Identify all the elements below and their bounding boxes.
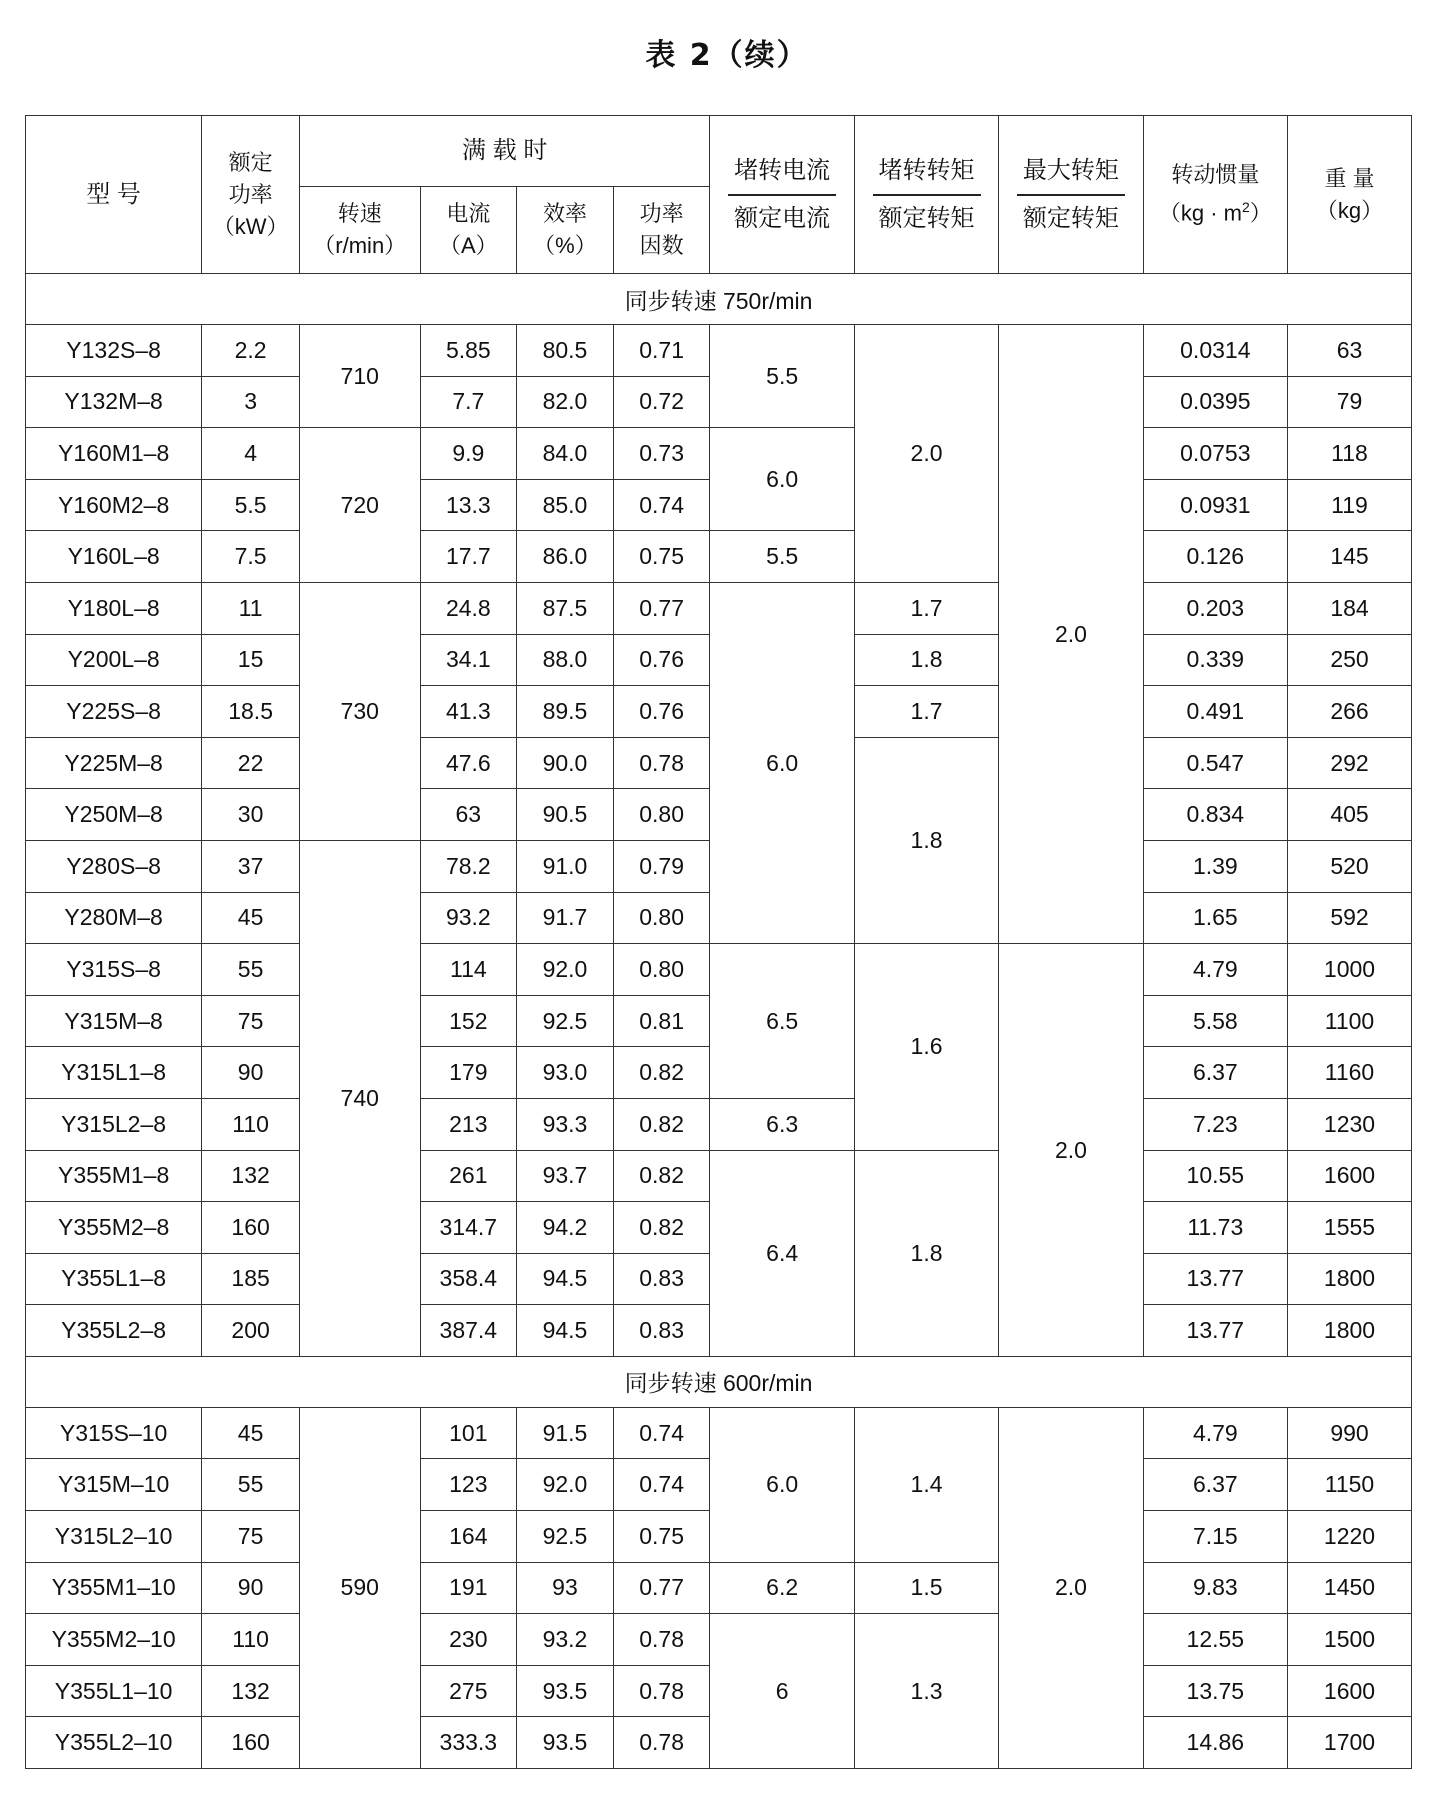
cell-current: 34.1 [420, 634, 517, 686]
cell-rated-power: 7.5 [202, 531, 300, 583]
section-label: 同步转速 750r/min [26, 274, 1412, 325]
cell-weight: 1500 [1288, 1614, 1412, 1666]
cell-current: 13.3 [420, 479, 517, 531]
cell-model: Y180L–8 [26, 582, 202, 634]
cell-current: 5.85 [420, 325, 517, 377]
cell-rated-power: 22 [202, 737, 300, 789]
cell-efficiency: 92.0 [517, 944, 614, 996]
cell-power-factor: 0.81 [613, 995, 710, 1047]
cell-rated-power: 5.5 [202, 479, 300, 531]
cell-current: 101 [420, 1407, 517, 1459]
cell-model: Y315S–10 [26, 1407, 202, 1459]
cell-model: Y132S–8 [26, 325, 202, 377]
cell-inertia: 6.37 [1143, 1047, 1287, 1099]
cell-power-factor: 0.76 [613, 634, 710, 686]
cell-current: 152 [420, 995, 517, 1047]
cell-speed: 720 [299, 428, 420, 583]
cell-efficiency: 93.5 [517, 1665, 614, 1717]
cell-power-factor: 0.74 [613, 1459, 710, 1511]
cell-max-torque-ratio: 2.0 [999, 1407, 1143, 1768]
cell-weight: 1555 [1288, 1202, 1412, 1254]
cell-model: Y225S–8 [26, 686, 202, 738]
cell-model: Y132M–8 [26, 376, 202, 428]
cell-inertia: 14.86 [1143, 1717, 1287, 1769]
cell-locked-current-ratio: 6.5 [710, 944, 854, 1099]
cell-current: 213 [420, 1098, 517, 1150]
cell-locked-current-ratio: 6.3 [710, 1098, 854, 1150]
cell-inertia: 13.77 [1143, 1305, 1287, 1357]
cell-model: Y160M1–8 [26, 428, 202, 480]
cell-efficiency: 87.5 [517, 582, 614, 634]
cell-inertia: 0.834 [1143, 789, 1287, 841]
cell-model: Y355L2–10 [26, 1717, 202, 1769]
cell-power-factor: 0.82 [613, 1150, 710, 1202]
cell-weight: 1800 [1288, 1253, 1412, 1305]
cell-inertia: 0.339 [1143, 634, 1287, 686]
table-row [26, 1614, 1412, 1666]
cell-current: 333.3 [420, 1717, 517, 1769]
cell-weight: 1800 [1288, 1305, 1412, 1357]
cell-model: Y355M2–8 [26, 1202, 202, 1254]
cell-weight: 990 [1288, 1407, 1412, 1459]
cell-weight: 79 [1288, 376, 1412, 428]
section-header-row [26, 274, 1412, 325]
cell-rated-power: 3 [202, 376, 300, 428]
cell-model: Y160L–8 [26, 531, 202, 583]
cell-model: Y225M–8 [26, 737, 202, 789]
cell-inertia: 1.65 [1143, 892, 1287, 944]
cell-rated-power: 4 [202, 428, 300, 480]
cell-inertia: 7.23 [1143, 1098, 1287, 1150]
cell-rated-power: 45 [202, 892, 300, 944]
cell-model: Y315L2–10 [26, 1511, 202, 1563]
cell-inertia: 9.83 [1143, 1562, 1287, 1614]
cell-rated-power: 110 [202, 1614, 300, 1666]
col-header-speed: 转速 （r/min） [299, 187, 420, 274]
cell-efficiency: 94.5 [517, 1305, 614, 1357]
cell-power-factor: 0.83 [613, 1305, 710, 1357]
cell-locked-torque-ratio: 1.4 [854, 1407, 998, 1562]
cell-current: 47.6 [420, 737, 517, 789]
cell-model: Y315M–10 [26, 1459, 202, 1511]
col-header-weight: 重 量 （kg） [1288, 116, 1412, 274]
cell-speed: 740 [299, 840, 420, 1356]
cell-rated-power: 160 [202, 1202, 300, 1254]
table-title: 表 2（续） [645, 38, 809, 73]
cell-current: 261 [420, 1150, 517, 1202]
cell-power-factor: 0.83 [613, 1253, 710, 1305]
cell-model: Y315L1–8 [26, 1047, 202, 1099]
cell-weight: 1160 [1288, 1047, 1412, 1099]
cell-efficiency: 93 [517, 1562, 614, 1614]
cell-model: Y315M–8 [26, 995, 202, 1047]
cell-rated-power: 185 [202, 1253, 300, 1305]
cell-power-factor: 0.76 [613, 686, 710, 738]
cell-current: 78.2 [420, 840, 517, 892]
col-header-power-factor: 功率 因数 [613, 187, 710, 274]
cell-current: 314.7 [420, 1202, 517, 1254]
cell-efficiency: 92.5 [517, 995, 614, 1047]
cell-current: 17.7 [420, 531, 517, 583]
cell-current: 191 [420, 1562, 517, 1614]
cell-model: Y280S–8 [26, 840, 202, 892]
cell-power-factor: 0.79 [613, 840, 710, 892]
cell-power-factor: 0.78 [613, 737, 710, 789]
cell-weight: 1230 [1288, 1098, 1412, 1150]
cell-power-factor: 0.82 [613, 1202, 710, 1254]
table-body [26, 274, 1412, 1769]
cell-max-torque-ratio: 2.0 [999, 944, 1143, 1357]
cell-rated-power: 75 [202, 1511, 300, 1563]
table-row [26, 1562, 1412, 1614]
motor-spec-table [25, 115, 1412, 1769]
cell-efficiency: 93.3 [517, 1098, 614, 1150]
table-row [26, 531, 1412, 583]
cell-max-torque-ratio: 2.0 [999, 325, 1143, 944]
cell-current: 387.4 [420, 1305, 517, 1357]
cell-model: Y250M–8 [26, 789, 202, 841]
cell-efficiency: 94.2 [517, 1202, 614, 1254]
cell-locked-current-ratio: 5.5 [710, 325, 854, 428]
cell-efficiency: 86.0 [517, 531, 614, 583]
cell-locked-torque-ratio: 1.5 [854, 1562, 998, 1614]
cell-rated-power: 55 [202, 1459, 300, 1511]
cell-current: 24.8 [420, 582, 517, 634]
cell-power-factor: 0.75 [613, 531, 710, 583]
cell-locked-torque-ratio: 1.3 [854, 1614, 998, 1769]
cell-inertia: 5.58 [1143, 995, 1287, 1047]
table-row [26, 325, 1412, 377]
cell-current: 164 [420, 1511, 517, 1563]
cell-model: Y315L2–8 [26, 1098, 202, 1150]
cell-efficiency: 93.2 [517, 1614, 614, 1666]
cell-weight: 1700 [1288, 1717, 1412, 1769]
cell-efficiency: 93.0 [517, 1047, 614, 1099]
cell-power-factor: 0.78 [613, 1614, 710, 1666]
cell-efficiency: 91.5 [517, 1407, 614, 1459]
section-label: 同步转速 600r/min [26, 1356, 1412, 1407]
col-header-inertia: 转动惯量 $(kg \cdot m^2)$ [1143, 116, 1287, 274]
cell-current: 123 [420, 1459, 517, 1511]
cell-rated-power: 200 [202, 1305, 300, 1357]
cell-locked-current-ratio: 5.5 [710, 531, 854, 583]
cell-model: Y355L1–10 [26, 1665, 202, 1717]
cell-power-factor: 0.73 [613, 428, 710, 480]
col-header-full-load: 满 载 时 [299, 116, 709, 187]
cell-weight: 520 [1288, 840, 1412, 892]
cell-rated-power: 2.2 [202, 325, 300, 377]
cell-power-factor: 0.80 [613, 892, 710, 944]
cell-inertia: 0.547 [1143, 737, 1287, 789]
cell-efficiency: 91.7 [517, 892, 614, 944]
col-header-efficiency: 效率 （%） [517, 187, 614, 274]
cell-weight: 292 [1288, 737, 1412, 789]
cell-power-factor: 0.74 [613, 479, 710, 531]
cell-model: Y355M1–8 [26, 1150, 202, 1202]
cell-rated-power: 160 [202, 1717, 300, 1769]
cell-speed: 730 [299, 582, 420, 840]
cell-inertia: 0.203 [1143, 582, 1287, 634]
cell-weight: 1150 [1288, 1459, 1412, 1511]
col-header-locked-current-ratio: $\frac{\text{堵转电流}}{\text{额定电流}}$ [710, 116, 854, 274]
cell-model: Y355M2–10 [26, 1614, 202, 1666]
cell-weight: 63 [1288, 325, 1412, 377]
cell-efficiency: 93.7 [517, 1150, 614, 1202]
cell-efficiency: 89.5 [517, 686, 614, 738]
cell-efficiency: 94.5 [517, 1253, 614, 1305]
cell-efficiency: 92.5 [517, 1511, 614, 1563]
cell-power-factor: 0.80 [613, 789, 710, 841]
cell-rated-power: 132 [202, 1150, 300, 1202]
cell-locked-torque-ratio: 2.0 [854, 325, 998, 583]
cell-current: 358.4 [420, 1253, 517, 1305]
cell-rated-power: 45 [202, 1407, 300, 1459]
table-row [26, 428, 1412, 480]
cell-weight: 184 [1288, 582, 1412, 634]
cell-locked-current-ratio: 6.2 [710, 1562, 854, 1614]
cell-current: 9.9 [420, 428, 517, 480]
cell-weight: 1220 [1288, 1511, 1412, 1563]
cell-weight: 1100 [1288, 995, 1412, 1047]
cell-power-factor: 0.82 [613, 1098, 710, 1150]
cell-weight: 592 [1288, 892, 1412, 944]
col-header-rated-power: 额定 功率 （kW） [202, 116, 300, 274]
cell-inertia: 7.15 [1143, 1511, 1287, 1563]
cell-inertia: 4.79 [1143, 1407, 1287, 1459]
cell-current: 179 [420, 1047, 517, 1099]
cell-locked-current-ratio: 6.0 [710, 582, 854, 943]
cell-current: 275 [420, 1665, 517, 1717]
cell-inertia: 0.0931 [1143, 479, 1287, 531]
cell-current: 93.2 [420, 892, 517, 944]
cell-inertia: 0.0314 [1143, 325, 1287, 377]
table-row [26, 944, 1412, 996]
cell-inertia: 13.75 [1143, 1665, 1287, 1717]
cell-current: 7.7 [420, 376, 517, 428]
cell-model: Y160M2–8 [26, 479, 202, 531]
cell-inertia: 0.491 [1143, 686, 1287, 738]
cell-current: 230 [420, 1614, 517, 1666]
cell-efficiency: 88.0 [517, 634, 614, 686]
cell-inertia: 0.126 [1143, 531, 1287, 583]
cell-model: Y200L–8 [26, 634, 202, 686]
cell-weight: 119 [1288, 479, 1412, 531]
section-header-row [26, 1356, 1412, 1407]
cell-locked-torque-ratio: 1.7 [854, 582, 998, 634]
cell-efficiency: 82.0 [517, 376, 614, 428]
col-header-model: 型 号 [26, 116, 202, 274]
col-header-locked-torque-ratio: $\frac{\text{堵转转矩}}{\text{额定转矩}}$ [854, 116, 998, 274]
cell-locked-current-ratio: 6.0 [710, 428, 854, 531]
cell-rated-power: 37 [202, 840, 300, 892]
cell-inertia: 4.79 [1143, 944, 1287, 996]
cell-power-factor: 0.82 [613, 1047, 710, 1099]
cell-current: 63 [420, 789, 517, 841]
cell-power-factor: 0.71 [613, 325, 710, 377]
cell-rated-power: 132 [202, 1665, 300, 1717]
cell-current: 114 [420, 944, 517, 996]
cell-weight: 118 [1288, 428, 1412, 480]
cell-weight: 405 [1288, 789, 1412, 841]
cell-model: Y355L2–8 [26, 1305, 202, 1357]
cell-power-factor: 0.78 [613, 1665, 710, 1717]
cell-locked-torque-ratio: 1.6 [854, 944, 998, 1150]
col-header-current: 电流 （A） [420, 187, 517, 274]
cell-speed: 710 [299, 325, 420, 428]
table-row [26, 582, 1412, 634]
cell-power-factor: 0.80 [613, 944, 710, 996]
cell-rated-power: 110 [202, 1098, 300, 1150]
cell-locked-current-ratio: 6.4 [710, 1150, 854, 1356]
col-header-max-torque-ratio: $\frac{\text{最大转矩}}{\text{额定转矩}}$ [999, 116, 1143, 274]
cell-weight: 250 [1288, 634, 1412, 686]
cell-model: Y355L1–8 [26, 1253, 202, 1305]
cell-rated-power: 90 [202, 1562, 300, 1614]
cell-efficiency: 90.0 [517, 737, 614, 789]
cell-weight: 266 [1288, 686, 1412, 738]
table-row [26, 1407, 1412, 1459]
cell-inertia: 11.73 [1143, 1202, 1287, 1254]
cell-inertia: 0.0395 [1143, 376, 1287, 428]
cell-rated-power: 75 [202, 995, 300, 1047]
cell-power-factor: 0.78 [613, 1717, 710, 1769]
cell-locked-torque-ratio: 1.8 [854, 634, 998, 686]
cell-weight: 1600 [1288, 1150, 1412, 1202]
table-row [26, 1150, 1412, 1202]
cell-inertia: 6.37 [1143, 1459, 1287, 1511]
cell-power-factor: 0.77 [613, 582, 710, 634]
cell-power-factor: 0.75 [613, 1511, 710, 1563]
cell-speed: 590 [299, 1407, 420, 1768]
cell-efficiency: 84.0 [517, 428, 614, 480]
cell-locked-torque-ratio: 1.8 [854, 1150, 998, 1356]
cell-inertia: 10.55 [1143, 1150, 1287, 1202]
cell-rated-power: 15 [202, 634, 300, 686]
cell-weight: 145 [1288, 531, 1412, 583]
cell-efficiency: 85.0 [517, 479, 614, 531]
cell-efficiency: 80.5 [517, 325, 614, 377]
cell-current: 41.3 [420, 686, 517, 738]
cell-locked-torque-ratio: 1.7 [854, 686, 998, 738]
cell-model: Y280M–8 [26, 892, 202, 944]
cell-rated-power: 30 [202, 789, 300, 841]
cell-inertia: 13.77 [1143, 1253, 1287, 1305]
cell-locked-current-ratio: 6.0 [710, 1407, 854, 1562]
cell-rated-power: 90 [202, 1047, 300, 1099]
cell-weight: 1450 [1288, 1562, 1412, 1614]
cell-locked-current-ratio: 6 [710, 1614, 854, 1769]
cell-rated-power: 18.5 [202, 686, 300, 738]
cell-inertia: 1.39 [1143, 840, 1287, 892]
cell-power-factor: 0.74 [613, 1407, 710, 1459]
cell-weight: 1000 [1288, 944, 1412, 996]
cell-efficiency: 90.5 [517, 789, 614, 841]
cell-inertia: 0.0753 [1143, 428, 1287, 480]
cell-model: Y315S–8 [26, 944, 202, 996]
cell-power-factor: 0.77 [613, 1562, 710, 1614]
cell-efficiency: 92.0 [517, 1459, 614, 1511]
cell-power-factor: 0.72 [613, 376, 710, 428]
cell-rated-power: 55 [202, 944, 300, 996]
cell-model: Y355M1–10 [26, 1562, 202, 1614]
table-row [26, 1098, 1412, 1150]
cell-locked-torque-ratio: 1.8 [854, 737, 998, 943]
cell-efficiency: 93.5 [517, 1717, 614, 1769]
cell-rated-power: 11 [202, 582, 300, 634]
cell-weight: 1600 [1288, 1665, 1412, 1717]
cell-efficiency: 91.0 [517, 840, 614, 892]
cell-inertia: 12.55 [1143, 1614, 1287, 1666]
